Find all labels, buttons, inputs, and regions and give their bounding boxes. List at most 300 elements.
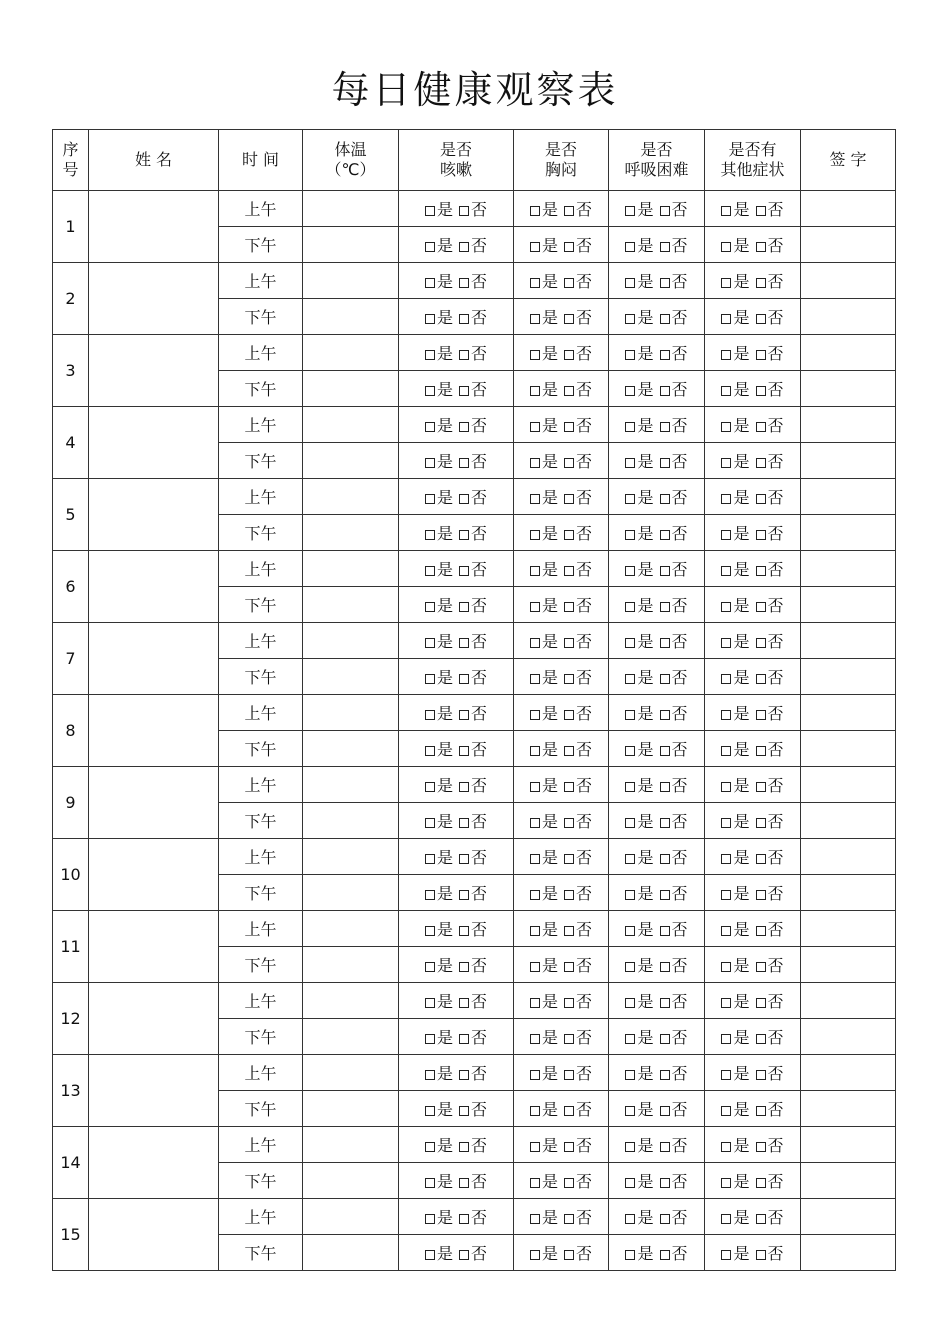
signature-cell[interactable] bbox=[801, 623, 896, 659]
checkbox-no[interactable] bbox=[459, 485, 487, 508]
checkbox-no[interactable] bbox=[564, 1169, 592, 1192]
signature-cell[interactable] bbox=[801, 551, 896, 587]
checkbox-yes[interactable] bbox=[425, 269, 453, 292]
temperature-cell[interactable] bbox=[303, 371, 399, 407]
checkbox-no[interactable] bbox=[756, 881, 784, 904]
checkbox-yes[interactable] bbox=[425, 1205, 453, 1228]
checkbox-no[interactable] bbox=[459, 1133, 487, 1156]
checkbox-yes[interactable] bbox=[425, 593, 453, 616]
checkbox-no[interactable] bbox=[660, 665, 688, 688]
checkbox-no[interactable] bbox=[564, 449, 592, 472]
checkbox-yes[interactable] bbox=[530, 521, 558, 544]
checkbox-no[interactable] bbox=[564, 413, 592, 436]
checkbox-no[interactable] bbox=[660, 197, 688, 220]
checkbox-no[interactable] bbox=[564, 197, 592, 220]
name-cell[interactable] bbox=[89, 695, 219, 767]
signature-cell[interactable] bbox=[801, 443, 896, 479]
checkbox-no[interactable] bbox=[459, 1205, 487, 1228]
name-cell[interactable] bbox=[89, 1055, 219, 1127]
checkbox-yes[interactable] bbox=[721, 1133, 749, 1156]
checkbox-no[interactable] bbox=[459, 989, 487, 1012]
checkbox-yes[interactable] bbox=[530, 413, 558, 436]
signature-cell[interactable] bbox=[801, 1091, 896, 1127]
checkbox-no[interactable] bbox=[459, 593, 487, 616]
checkbox-no[interactable] bbox=[756, 917, 784, 940]
temperature-cell[interactable] bbox=[303, 1235, 399, 1271]
checkbox-no[interactable] bbox=[756, 521, 784, 544]
checkbox-no[interactable] bbox=[756, 845, 784, 868]
name-cell[interactable] bbox=[89, 335, 219, 407]
name-cell[interactable] bbox=[89, 263, 219, 335]
checkbox-yes[interactable] bbox=[721, 629, 749, 652]
checkbox-yes[interactable] bbox=[425, 1169, 453, 1192]
checkbox-yes[interactable] bbox=[530, 629, 558, 652]
checkbox-no[interactable] bbox=[564, 1133, 592, 1156]
checkbox-yes[interactable] bbox=[721, 809, 749, 832]
signature-cell[interactable] bbox=[801, 515, 896, 551]
checkbox-yes[interactable] bbox=[425, 953, 453, 976]
checkbox-no[interactable] bbox=[564, 233, 592, 256]
checkbox-no[interactable] bbox=[660, 449, 688, 472]
checkbox-no[interactable] bbox=[459, 665, 487, 688]
checkbox-no[interactable] bbox=[459, 701, 487, 724]
temperature-cell[interactable] bbox=[303, 443, 399, 479]
temperature-cell[interactable] bbox=[303, 731, 399, 767]
checkbox-no[interactable] bbox=[564, 1061, 592, 1084]
checkbox-yes[interactable] bbox=[425, 881, 453, 904]
checkbox-no[interactable] bbox=[660, 773, 688, 796]
temperature-cell[interactable] bbox=[303, 1199, 399, 1235]
name-cell[interactable] bbox=[89, 191, 219, 263]
name-cell[interactable] bbox=[89, 407, 219, 479]
checkbox-yes[interactable] bbox=[425, 449, 453, 472]
temperature-cell[interactable] bbox=[303, 803, 399, 839]
name-cell[interactable] bbox=[89, 767, 219, 839]
checkbox-no[interactable] bbox=[564, 341, 592, 364]
checkbox-no[interactable] bbox=[564, 377, 592, 400]
checkbox-yes[interactable] bbox=[425, 737, 453, 760]
checkbox-yes[interactable] bbox=[530, 917, 558, 940]
temperature-cell[interactable] bbox=[303, 1019, 399, 1055]
checkbox-no[interactable] bbox=[660, 1097, 688, 1120]
temperature-cell[interactable] bbox=[303, 479, 399, 515]
checkbox-yes[interactable] bbox=[721, 1169, 749, 1192]
checkbox-no[interactable] bbox=[459, 737, 487, 760]
checkbox-yes[interactable] bbox=[721, 1241, 749, 1264]
checkbox-yes[interactable] bbox=[530, 881, 558, 904]
temperature-cell[interactable] bbox=[303, 227, 399, 263]
checkbox-yes[interactable] bbox=[425, 1025, 453, 1048]
checkbox-no[interactable] bbox=[660, 881, 688, 904]
checkbox-no[interactable] bbox=[660, 845, 688, 868]
checkbox-no[interactable] bbox=[756, 1133, 784, 1156]
checkbox-no[interactable] bbox=[660, 377, 688, 400]
checkbox-yes[interactable] bbox=[425, 773, 453, 796]
checkbox-no[interactable] bbox=[564, 773, 592, 796]
checkbox-yes[interactable] bbox=[625, 413, 653, 436]
checkbox-no[interactable] bbox=[660, 233, 688, 256]
checkbox-no[interactable] bbox=[756, 593, 784, 616]
signature-cell[interactable] bbox=[801, 407, 896, 443]
checkbox-yes[interactable] bbox=[721, 1061, 749, 1084]
temperature-cell[interactable] bbox=[303, 767, 399, 803]
checkbox-yes[interactable] bbox=[425, 341, 453, 364]
signature-cell[interactable] bbox=[801, 1199, 896, 1235]
name-cell[interactable] bbox=[89, 911, 219, 983]
checkbox-no[interactable] bbox=[564, 809, 592, 832]
name-cell[interactable] bbox=[89, 479, 219, 551]
signature-cell[interactable] bbox=[801, 947, 896, 983]
checkbox-no[interactable] bbox=[756, 341, 784, 364]
checkbox-no[interactable] bbox=[756, 1061, 784, 1084]
checkbox-no[interactable] bbox=[660, 1061, 688, 1084]
signature-cell[interactable] bbox=[801, 191, 896, 227]
checkbox-no[interactable] bbox=[564, 485, 592, 508]
checkbox-yes[interactable] bbox=[530, 1241, 558, 1264]
checkbox-yes[interactable] bbox=[625, 521, 653, 544]
checkbox-yes[interactable] bbox=[721, 1025, 749, 1048]
checkbox-yes[interactable] bbox=[425, 809, 453, 832]
checkbox-yes[interactable] bbox=[721, 305, 749, 328]
checkbox-yes[interactable] bbox=[425, 1097, 453, 1120]
checkbox-no[interactable] bbox=[756, 773, 784, 796]
checkbox-no[interactable] bbox=[660, 917, 688, 940]
checkbox-yes[interactable] bbox=[721, 1097, 749, 1120]
checkbox-no[interactable] bbox=[564, 917, 592, 940]
temperature-cell[interactable] bbox=[303, 1127, 399, 1163]
checkbox-no[interactable] bbox=[660, 1169, 688, 1192]
checkbox-no[interactable] bbox=[459, 1169, 487, 1192]
checkbox-yes[interactable] bbox=[721, 557, 749, 580]
checkbox-yes[interactable] bbox=[625, 197, 653, 220]
checkbox-yes[interactable] bbox=[530, 557, 558, 580]
checkbox-no[interactable] bbox=[459, 629, 487, 652]
checkbox-yes[interactable] bbox=[425, 989, 453, 1012]
checkbox-no[interactable] bbox=[459, 305, 487, 328]
checkbox-no[interactable] bbox=[564, 305, 592, 328]
checkbox-yes[interactable] bbox=[530, 1205, 558, 1228]
checkbox-yes[interactable] bbox=[625, 377, 653, 400]
checkbox-no[interactable] bbox=[660, 521, 688, 544]
checkbox-no[interactable] bbox=[660, 269, 688, 292]
checkbox-yes[interactable] bbox=[425, 197, 453, 220]
checkbox-no[interactable] bbox=[459, 809, 487, 832]
checkbox-no[interactable] bbox=[756, 305, 784, 328]
checkbox-no[interactable] bbox=[564, 629, 592, 652]
checkbox-no[interactable] bbox=[564, 557, 592, 580]
checkbox-yes[interactable] bbox=[530, 1097, 558, 1120]
checkbox-no[interactable] bbox=[660, 1025, 688, 1048]
checkbox-no[interactable] bbox=[564, 953, 592, 976]
checkbox-no[interactable] bbox=[756, 665, 784, 688]
signature-cell[interactable] bbox=[801, 875, 896, 911]
checkbox-yes[interactable] bbox=[625, 1061, 653, 1084]
checkbox-no[interactable] bbox=[756, 629, 784, 652]
checkbox-yes[interactable] bbox=[721, 593, 749, 616]
checkbox-yes[interactable] bbox=[530, 269, 558, 292]
signature-cell[interactable] bbox=[801, 299, 896, 335]
signature-cell[interactable] bbox=[801, 227, 896, 263]
signature-cell[interactable] bbox=[801, 1163, 896, 1199]
checkbox-no[interactable] bbox=[564, 701, 592, 724]
checkbox-no[interactable] bbox=[756, 197, 784, 220]
checkbox-yes[interactable] bbox=[721, 989, 749, 1012]
temperature-cell[interactable] bbox=[303, 623, 399, 659]
checkbox-yes[interactable] bbox=[425, 557, 453, 580]
checkbox-yes[interactable] bbox=[721, 413, 749, 436]
signature-cell[interactable] bbox=[801, 839, 896, 875]
checkbox-yes[interactable] bbox=[425, 1133, 453, 1156]
checkbox-yes[interactable] bbox=[530, 809, 558, 832]
name-cell[interactable] bbox=[89, 1127, 219, 1199]
temperature-cell[interactable] bbox=[303, 695, 399, 731]
checkbox-yes[interactable] bbox=[721, 773, 749, 796]
checkbox-yes[interactable] bbox=[530, 1133, 558, 1156]
checkbox-no[interactable] bbox=[564, 1025, 592, 1048]
checkbox-yes[interactable] bbox=[530, 593, 558, 616]
checkbox-yes[interactable] bbox=[530, 665, 558, 688]
temperature-cell[interactable] bbox=[303, 875, 399, 911]
checkbox-no[interactable] bbox=[459, 917, 487, 940]
checkbox-yes[interactable] bbox=[625, 593, 653, 616]
temperature-cell[interactable] bbox=[303, 1163, 399, 1199]
checkbox-yes[interactable] bbox=[625, 557, 653, 580]
checkbox-no[interactable] bbox=[756, 1169, 784, 1192]
checkbox-yes[interactable] bbox=[425, 521, 453, 544]
temperature-cell[interactable] bbox=[303, 659, 399, 695]
checkbox-yes[interactable] bbox=[625, 269, 653, 292]
checkbox-yes[interactable] bbox=[625, 809, 653, 832]
checkbox-no[interactable] bbox=[756, 989, 784, 1012]
checkbox-no[interactable] bbox=[756, 953, 784, 976]
checkbox-yes[interactable] bbox=[625, 1169, 653, 1192]
checkbox-yes[interactable] bbox=[425, 377, 453, 400]
checkbox-yes[interactable] bbox=[721, 377, 749, 400]
signature-cell[interactable] bbox=[801, 1019, 896, 1055]
signature-cell[interactable] bbox=[801, 659, 896, 695]
checkbox-yes[interactable] bbox=[721, 1205, 749, 1228]
checkbox-no[interactable] bbox=[459, 233, 487, 256]
checkbox-no[interactable] bbox=[564, 521, 592, 544]
name-cell[interactable] bbox=[89, 839, 219, 911]
checkbox-yes[interactable] bbox=[625, 737, 653, 760]
checkbox-no[interactable] bbox=[660, 809, 688, 832]
checkbox-yes[interactable] bbox=[530, 305, 558, 328]
checkbox-yes[interactable] bbox=[425, 665, 453, 688]
signature-cell[interactable] bbox=[801, 803, 896, 839]
checkbox-yes[interactable] bbox=[625, 1025, 653, 1048]
signature-cell[interactable] bbox=[801, 335, 896, 371]
checkbox-no[interactable] bbox=[756, 233, 784, 256]
temperature-cell[interactable] bbox=[303, 1055, 399, 1091]
checkbox-no[interactable] bbox=[564, 737, 592, 760]
checkbox-yes[interactable] bbox=[625, 1097, 653, 1120]
name-cell[interactable] bbox=[89, 1199, 219, 1271]
checkbox-yes[interactable] bbox=[625, 845, 653, 868]
checkbox-yes[interactable] bbox=[721, 269, 749, 292]
checkbox-no[interactable] bbox=[459, 413, 487, 436]
checkbox-no[interactable] bbox=[660, 1133, 688, 1156]
checkbox-yes[interactable] bbox=[625, 341, 653, 364]
checkbox-no[interactable] bbox=[756, 269, 784, 292]
checkbox-no[interactable] bbox=[660, 1205, 688, 1228]
checkbox-no[interactable] bbox=[660, 413, 688, 436]
checkbox-yes[interactable] bbox=[530, 989, 558, 1012]
checkbox-no[interactable] bbox=[660, 341, 688, 364]
signature-cell[interactable] bbox=[801, 1235, 896, 1271]
checkbox-no[interactable] bbox=[459, 1061, 487, 1084]
checkbox-yes[interactable] bbox=[530, 773, 558, 796]
temperature-cell[interactable] bbox=[303, 1091, 399, 1127]
checkbox-yes[interactable] bbox=[425, 917, 453, 940]
checkbox-no[interactable] bbox=[564, 593, 592, 616]
checkbox-no[interactable] bbox=[660, 701, 688, 724]
checkbox-yes[interactable] bbox=[721, 197, 749, 220]
checkbox-yes[interactable] bbox=[625, 305, 653, 328]
checkbox-no[interactable] bbox=[459, 377, 487, 400]
checkbox-yes[interactable] bbox=[625, 1205, 653, 1228]
signature-cell[interactable] bbox=[801, 695, 896, 731]
checkbox-no[interactable] bbox=[756, 413, 784, 436]
checkbox-no[interactable] bbox=[564, 845, 592, 868]
checkbox-no[interactable] bbox=[660, 737, 688, 760]
checkbox-no[interactable] bbox=[459, 449, 487, 472]
checkbox-no[interactable] bbox=[564, 269, 592, 292]
checkbox-no[interactable] bbox=[459, 521, 487, 544]
checkbox-yes[interactable] bbox=[625, 449, 653, 472]
checkbox-yes[interactable] bbox=[425, 413, 453, 436]
checkbox-yes[interactable] bbox=[530, 737, 558, 760]
checkbox-yes[interactable] bbox=[530, 197, 558, 220]
checkbox-no[interactable] bbox=[459, 1241, 487, 1264]
checkbox-no[interactable] bbox=[459, 197, 487, 220]
name-cell[interactable] bbox=[89, 623, 219, 695]
checkbox-no[interactable] bbox=[660, 629, 688, 652]
signature-cell[interactable] bbox=[801, 263, 896, 299]
temperature-cell[interactable] bbox=[303, 515, 399, 551]
checkbox-no[interactable] bbox=[756, 485, 784, 508]
checkbox-no[interactable] bbox=[459, 773, 487, 796]
temperature-cell[interactable] bbox=[303, 983, 399, 1019]
temperature-cell[interactable] bbox=[303, 299, 399, 335]
checkbox-yes[interactable] bbox=[625, 665, 653, 688]
checkbox-yes[interactable] bbox=[721, 521, 749, 544]
checkbox-yes[interactable] bbox=[530, 1061, 558, 1084]
checkbox-no[interactable] bbox=[564, 1205, 592, 1228]
checkbox-no[interactable] bbox=[756, 1241, 784, 1264]
checkbox-yes[interactable] bbox=[425, 305, 453, 328]
checkbox-no[interactable] bbox=[459, 1025, 487, 1048]
checkbox-no[interactable] bbox=[660, 305, 688, 328]
temperature-cell[interactable] bbox=[303, 911, 399, 947]
checkbox-no[interactable] bbox=[459, 269, 487, 292]
checkbox-yes[interactable] bbox=[625, 881, 653, 904]
checkbox-yes[interactable] bbox=[625, 233, 653, 256]
checkbox-no[interactable] bbox=[564, 881, 592, 904]
checkbox-yes[interactable] bbox=[625, 1241, 653, 1264]
signature-cell[interactable] bbox=[801, 767, 896, 803]
checkbox-no[interactable] bbox=[564, 989, 592, 1012]
checkbox-yes[interactable] bbox=[721, 701, 749, 724]
checkbox-yes[interactable] bbox=[721, 665, 749, 688]
checkbox-no[interactable] bbox=[459, 557, 487, 580]
checkbox-yes[interactable] bbox=[721, 233, 749, 256]
temperature-cell[interactable] bbox=[303, 587, 399, 623]
signature-cell[interactable] bbox=[801, 983, 896, 1019]
checkbox-yes[interactable] bbox=[625, 701, 653, 724]
signature-cell[interactable] bbox=[801, 587, 896, 623]
checkbox-no[interactable] bbox=[660, 485, 688, 508]
temperature-cell[interactable] bbox=[303, 191, 399, 227]
signature-cell[interactable] bbox=[801, 731, 896, 767]
signature-cell[interactable] bbox=[801, 1127, 896, 1163]
checkbox-no[interactable] bbox=[564, 665, 592, 688]
checkbox-yes[interactable] bbox=[425, 845, 453, 868]
temperature-cell[interactable] bbox=[303, 407, 399, 443]
checkbox-yes[interactable] bbox=[530, 845, 558, 868]
checkbox-no[interactable] bbox=[756, 377, 784, 400]
checkbox-no[interactable] bbox=[756, 1097, 784, 1120]
checkbox-yes[interactable] bbox=[425, 701, 453, 724]
checkbox-yes[interactable] bbox=[530, 377, 558, 400]
checkbox-no[interactable] bbox=[459, 1097, 487, 1120]
checkbox-yes[interactable] bbox=[530, 1025, 558, 1048]
checkbox-no[interactable] bbox=[459, 953, 487, 976]
checkbox-yes[interactable] bbox=[625, 485, 653, 508]
checkbox-no[interactable] bbox=[756, 737, 784, 760]
checkbox-yes[interactable] bbox=[530, 233, 558, 256]
checkbox-no[interactable] bbox=[459, 341, 487, 364]
checkbox-no[interactable] bbox=[660, 1241, 688, 1264]
checkbox-yes[interactable] bbox=[625, 989, 653, 1012]
checkbox-no[interactable] bbox=[756, 1205, 784, 1228]
signature-cell[interactable] bbox=[801, 479, 896, 515]
checkbox-no[interactable] bbox=[756, 1025, 784, 1048]
checkbox-yes[interactable] bbox=[425, 233, 453, 256]
checkbox-no[interactable] bbox=[756, 557, 784, 580]
checkbox-yes[interactable] bbox=[625, 1133, 653, 1156]
checkbox-yes[interactable] bbox=[530, 701, 558, 724]
checkbox-no[interactable] bbox=[756, 809, 784, 832]
checkbox-no[interactable] bbox=[660, 557, 688, 580]
temperature-cell[interactable] bbox=[303, 947, 399, 983]
name-cell[interactable] bbox=[89, 551, 219, 623]
checkbox-yes[interactable] bbox=[530, 953, 558, 976]
checkbox-no[interactable] bbox=[564, 1097, 592, 1120]
name-cell[interactable] bbox=[89, 983, 219, 1055]
checkbox-yes[interactable] bbox=[721, 845, 749, 868]
checkbox-yes[interactable] bbox=[625, 773, 653, 796]
checkbox-yes[interactable] bbox=[721, 953, 749, 976]
checkbox-yes[interactable] bbox=[425, 1061, 453, 1084]
signature-cell[interactable] bbox=[801, 371, 896, 407]
checkbox-yes[interactable] bbox=[721, 737, 749, 760]
checkbox-no[interactable] bbox=[756, 701, 784, 724]
checkbox-yes[interactable] bbox=[721, 881, 749, 904]
temperature-cell[interactable] bbox=[303, 839, 399, 875]
temperature-cell[interactable] bbox=[303, 263, 399, 299]
checkbox-no[interactable] bbox=[459, 881, 487, 904]
checkbox-yes[interactable] bbox=[721, 449, 749, 472]
checkbox-yes[interactable] bbox=[721, 341, 749, 364]
temperature-cell[interactable] bbox=[303, 551, 399, 587]
checkbox-yes[interactable] bbox=[425, 1241, 453, 1264]
signature-cell[interactable] bbox=[801, 911, 896, 947]
checkbox-no[interactable] bbox=[660, 989, 688, 1012]
checkbox-no[interactable] bbox=[660, 953, 688, 976]
checkbox-yes[interactable] bbox=[625, 953, 653, 976]
checkbox-yes[interactable] bbox=[530, 1169, 558, 1192]
